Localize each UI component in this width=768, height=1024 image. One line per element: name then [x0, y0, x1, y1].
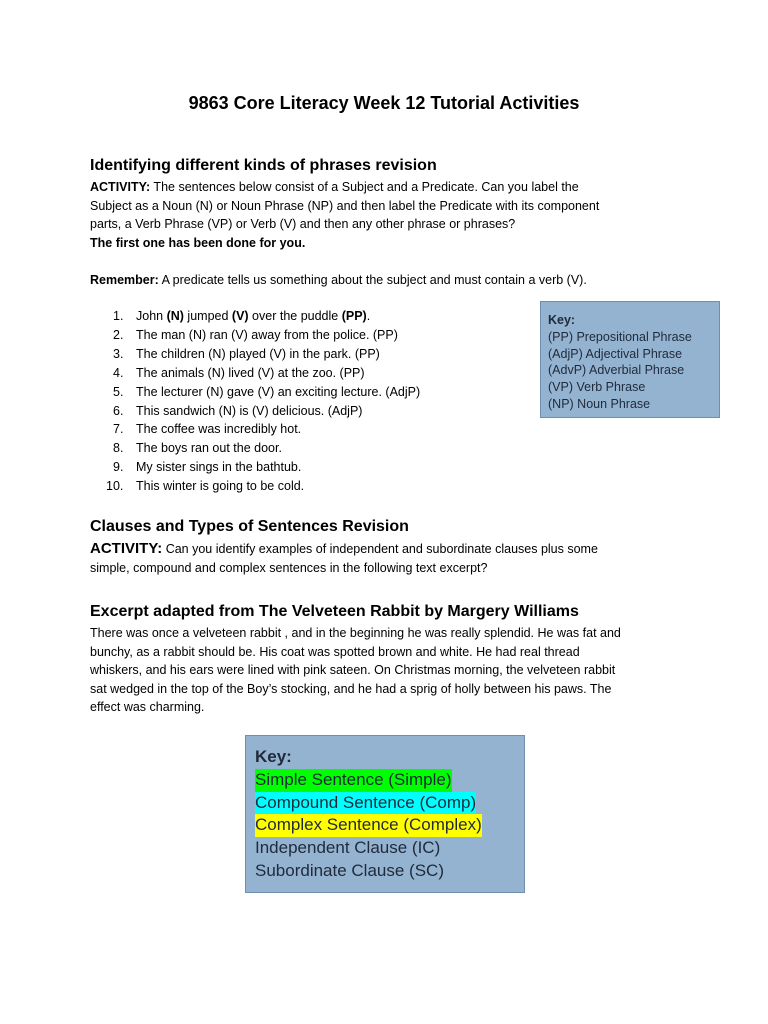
key-line: (AdjP) Adjectival Phrase [548, 346, 683, 361]
list-item-text: The animals (N) lived (V) at the zoo. (PP) [136, 365, 365, 380]
list-item-text: The lecturer (N) gave (V) an exciting lecture. (AdjP) [136, 384, 421, 399]
clauses-activity [90, 540, 690, 577]
excerpt-heading: Excerpt adapted from The Velveteen Rabbit by Margery Williams [90, 603, 579, 620]
list-item-text: This sandwich (N) is (V) delicious. (AdjP) [136, 403, 363, 418]
key-line: (NP) Noun Phrase [548, 396, 651, 411]
page-title: 9863 Core Literacy Week 12 Tutorial Activities [188, 93, 580, 113]
phrases-heading: Identifying different kinds of phrases revision [90, 157, 437, 174]
key-line: (VP) Verb Phrase [548, 380, 646, 395]
activity-text-line: parts, a Verb Phrase (VP) or Verb (V) and then any other phrase or phrases? [90, 217, 516, 231]
list-item-text: The children (N) played (V) in the park. (PP) [136, 346, 380, 361]
clauses-heading: Clauses and Types of Sentences Revision [90, 518, 409, 535]
list-item: 4. The animals (N) lived (V) at the zoo. (PP) [113, 364, 420, 383]
activity-label: ACTIVITY: [90, 180, 151, 194]
excerpt-line: whiskers, and his ears were lined with pink sateen. On Christmas morning, the velveteen rabbit [90, 663, 616, 677]
excerpt-line: effect was charming. [90, 700, 205, 714]
phrases-activity [90, 178, 690, 252]
list-item: 10. This winter is going to be cold. [113, 477, 420, 496]
key-independent: Independent Clause (IC) [255, 838, 441, 858]
key-line: (AdvP) Adverbial Phrase [548, 363, 685, 378]
excerpt-line: There was once a velveteen rabbit , and in the beginning he was really splendid. He was fat and [90, 626, 621, 640]
key-title: Key: [255, 747, 292, 766]
excerpt-line: sat wedged in the top of the Boy’s stocking, and he had a sprig of holly between his paws. The [90, 681, 612, 696]
activity-label: ACTIVITY: [90, 540, 163, 557]
activity-text-line: simple, compound and complex sentences in the following text excerpt? [90, 560, 488, 575]
key-subordinate: Subordinate Clause (SC) [255, 860, 444, 880]
list-item: 8. The boys ran out the door. [113, 439, 420, 458]
remember-note [90, 271, 690, 290]
phrase-key-box [540, 301, 720, 418]
activity-text-line: The sentences below consist of a Subject and a Predicate. Can you label the [150, 180, 579, 194]
key-line: (PP) Prepositional Phrase [548, 329, 692, 344]
key-complex: Complex Sentence (Complex) [255, 814, 482, 837]
list-item: 6. This sandwich (N) is (V) delicious. (AdjP) [113, 402, 420, 421]
list-item-text: John (N) jumped (V) over the puddle (PP). [136, 309, 371, 323]
list-item-text: The coffee was incredibly hot. [136, 422, 302, 437]
excerpt-line: bunchy, as a rabbit should be. His coat was spotted brown and white. He had real thread [90, 644, 580, 659]
remember-label: Remember: [90, 273, 159, 287]
remember-text: A predicate tells us something about the subject and must contain a verb (V). [158, 273, 587, 287]
list-item-text: This winter is going to be cold. [136, 479, 305, 494]
activity-text-line: Can you identify examples of independent and subordinate clauses plus some [162, 542, 598, 556]
list-item [113, 307, 420, 326]
list-item: 2. The man (N) ran (V) away from the police. (PP) [113, 326, 420, 345]
list-number: 1. [113, 309, 124, 323]
key-title: Key: [548, 313, 576, 327]
activity-text-line: Subject as a Noun (N) or Noun Phrase (NP) and then label the Predicate with its component [90, 198, 600, 213]
list-item: 9. My sister sings in the bathtub. [113, 458, 420, 477]
first-done-note: The first one has been done for you. [90, 235, 306, 250]
list-item: 7. The coffee was incredibly hot. [113, 420, 420, 439]
list-item-text: My sister sings in the bathtub. [136, 460, 302, 475]
list-item-text: The boys ran out the door. [136, 441, 282, 456]
excerpt-text [90, 624, 700, 717]
list-item: 3. The children (N) played (V) in the park. (PP) [113, 345, 420, 364]
list-item-text: The man (N) ran (V) away from the police. (PP) [136, 327, 398, 342]
phrase-list [106, 307, 421, 496]
list-item: 5. The lecturer (N) gave (V) an exciting lecture. (AdjP) [113, 383, 420, 402]
sentence-key-box [245, 735, 525, 893]
key-simple: Simple Sentence (Simple) [255, 769, 452, 792]
key-compound: Compound Sentence (Comp) [255, 792, 476, 815]
